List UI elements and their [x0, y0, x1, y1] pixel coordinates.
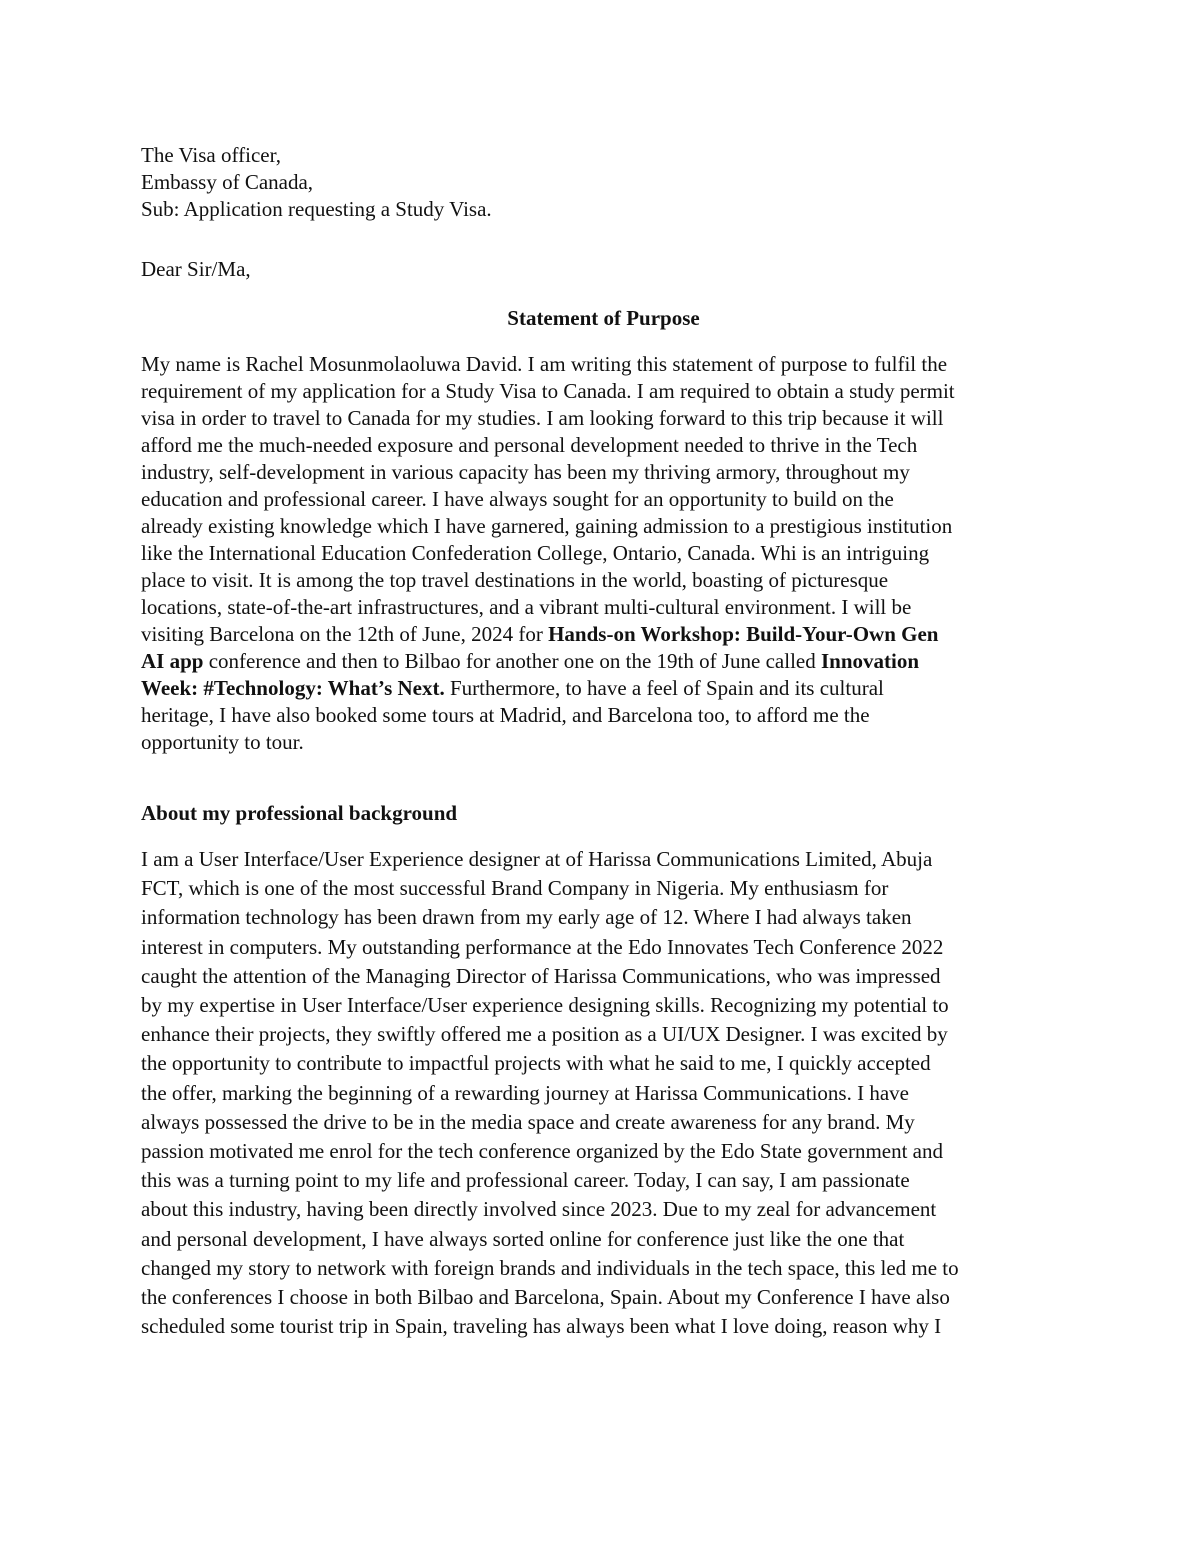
section-heading: About my professional background: [141, 801, 458, 825]
paragraph-line: requirement of my application for a Study Visa to Canada. I am required to obtain a study permit: [141, 379, 955, 403]
paragraph-line: by my expertise in User Interface/User experience designing skills. Recognizing my potential to: [141, 993, 949, 1018]
line-text: visiting Barcelona on the 12th of June, 2024 for: [141, 622, 549, 646]
paragraph-line: My name is Rachel Mosunmolaoluwa David. I am writing this statement of purpose to fulfil the: [141, 352, 948, 376]
paragraph-line: changed my story to network with foreign brands and individuals in the tech space, this led me to: [141, 1255, 959, 1280]
paragraph-line: enhance their projects, they swiftly offered me a position as a UI/UX Designer. I was excited by: [141, 1022, 948, 1047]
paragraph-line: like the International Education Confederation College, Ontario, Canada. Whi is an intriguing: [141, 541, 930, 565]
document-page: [141, 142, 1066, 1341]
paragraph-line: industry, self-development in various capacity has been my thriving armory, throughout my: [141, 460, 910, 484]
paragraph-line: locations, state-of-the-art infrastructures, and a vibrant multi-cultural environment. I will be: [141, 595, 912, 619]
paragraph-line: place to visit. It is among the top travel destinations in the world, boasting of picturesque: [141, 568, 889, 592]
paragraph-line: [141, 675, 1066, 702]
address-line: The Visa officer,: [141, 143, 281, 167]
paragraph-line: the conferences I choose in both Bilbao and Barcelona, Spain. About my Conference I have also: [141, 1285, 950, 1310]
paragraph-line: afford me the much-needed exposure and personal development needed to thrive in the Tech: [141, 433, 918, 457]
paragraph-line: always possessed the drive to be in the media space and create awareness for any brand. My: [141, 1109, 915, 1134]
workshop-name-end: AI app: [141, 649, 204, 673]
paragraph-line: about this industry, having been directly involved since 2023. Due to my zeal for advancement: [141, 1197, 937, 1222]
event-name: Innovation: [820, 649, 920, 673]
paragraph-line: this was a turning point to my life and professional career. Today, I can say, I am passionate: [141, 1168, 910, 1193]
paragraph-line: passion motivated me enrol for the tech conference organized by the Edo State government and: [141, 1139, 943, 1164]
paragraph-line: interest in computers. My outstanding performance at the Edo Innovates Tech Conference 2022: [141, 934, 944, 959]
salutation: Dear Sir/Ma,: [141, 257, 251, 281]
address-line: Embassy of Canada,: [141, 170, 314, 194]
subject-line: Sub: Application requesting a Study Visa.: [141, 197, 492, 221]
paragraph-line: the opportunity to contribute to impactful projects with what he said to me, I quickly accepted: [141, 1051, 931, 1076]
paragraph-line: FCT, which is one of the most successful Brand Company in Nigeria. My enthusiasm for: [141, 876, 889, 901]
paragraph-line: heritage, I have also booked some tours at Madrid, and Barcelona too, to afford me the: [141, 703, 870, 727]
paragraph-line: already existing knowledge which I have garnered, gaining admission to a prestigious institution: [141, 514, 953, 538]
paragraph-line: visa in order to travel to Canada for my studies. I am looking forward to this trip because it will: [141, 406, 944, 430]
background-paragraph: [141, 845, 1066, 1341]
intro-paragraph: [141, 351, 1066, 756]
paragraph-line: information technology has been drawn from my early age of 12. Where I had always taken: [141, 905, 912, 930]
document-title: Statement of Purpose: [507, 306, 700, 330]
paragraph-line: [141, 648, 1066, 675]
paragraph-line: and personal development, I have always sorted online for conference just like the one that: [141, 1226, 905, 1251]
line-text: Furthermore, to have a feel of Spain and its cultural: [444, 676, 884, 700]
workshop-name: Hands-on Workshop: Build-Your-Own Gen: [548, 622, 939, 646]
paragraph-line: the offer, marking the beginning of a rewarding journey at Harissa Communications. I have: [141, 1080, 909, 1105]
paragraph-line: opportunity to tour.: [141, 730, 304, 754]
paragraph-line: caught the attention of the Managing Director of Harissa Communications, who was impressed: [141, 963, 941, 988]
paragraph-line: [141, 621, 1066, 648]
paragraph-line: I am a User Interface/User Experience designer at of Harissa Communications Limited, Abuja: [141, 847, 933, 871]
event-name-end: Week: #Technology: What’s Next.: [141, 676, 445, 700]
line-text: conference and then to Bilbao for another one on the 19th of June called: [203, 649, 821, 673]
paragraph-line: scheduled some tourist trip in Spain, traveling has always been what I love doing, reason why I: [141, 1314, 942, 1339]
paragraph-line: education and professional career. I have always sought for an opportunity to build on the: [141, 487, 894, 511]
recipient-address: [141, 142, 1066, 223]
